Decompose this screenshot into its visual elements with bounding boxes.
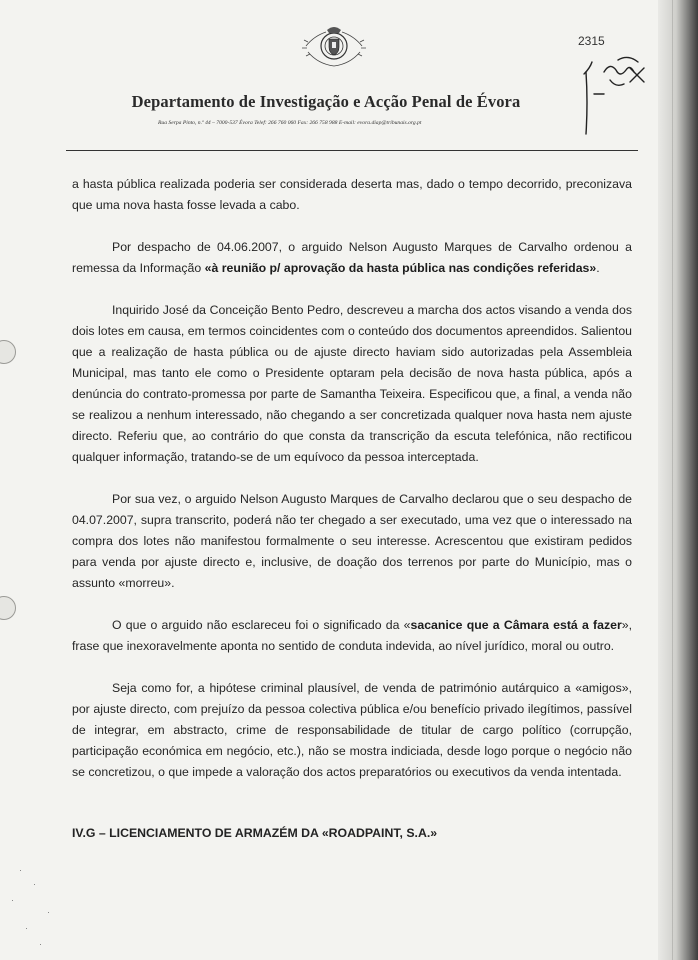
bold-quote: «à reunião p/ aprovação da hasta pública nas condições referidas»: [204, 261, 597, 275]
bold-quote: sacanice que a Câmara está a fazer: [410, 618, 622, 632]
body-text: [72, 174, 632, 804]
coat-of-arms-icon: [294, 18, 374, 70]
paragraph-text: », frase que inexoravelmente aponta no sentido de conduta indevida, ao nível jurídico, moral ou outro.: [72, 618, 632, 653]
department-address: Rua Serpa Pinto, n.º 44 – 7000-537 Évora Telef: 266 760 060 Fax: 266 758 988 E-mail: evora.diap@tribunais.org.pt: [158, 120, 422, 126]
paragraph-text: O que o arguido não esclareceu foi o significado da «: [112, 618, 411, 632]
paragraph: [72, 489, 632, 594]
paragraph-text: .: [596, 261, 600, 275]
department-title: [0, 92, 698, 112]
paragraph: [72, 678, 632, 783]
department-title-text: Departamento de Investigação e Acção Penal de Évora: [131, 92, 521, 111]
paragraph-text: Por despacho de 04.06.2007, o arguido Nelson Augusto Marques de Carvalho ordenou a remessa da Informação: [72, 240, 632, 275]
binder-hole-bottom: [0, 596, 16, 620]
binder-hole-top: [0, 340, 16, 364]
header-rule: [66, 150, 638, 151]
paragraph: [72, 615, 632, 657]
paragraph: [72, 174, 632, 216]
paragraph-text: a hasta pública realizada poderia ser considerada deserta mas, dado o tempo decorrido, preconizava que uma nova hasta fosse levada a cabo.: [72, 177, 632, 212]
section-heading: IV.G – LICENCIAMENTO DE ARMAZÉM DA «ROADPAINT, S.A.»: [72, 826, 438, 840]
paragraph-text: Inquirido José da Conceição Bento Pedro, descreveu a marcha dos actos visando a venda dos dois lotes em causa, em termos coincidentes com o conteúdo dos documentos apreendidos. Salientou que a realização de hasta pública ou de ajuste directo haviam sido autorizadas pela Assembleia Municipal, mas tanto ele como o Presidente optaram pela decisão de nova hasta pública, após a denúncia do contrato-promessa por parte de Samantha Teixeira. Especificou que, a final, a venda não se realizou a nenhum interessado, não chegando a ser concretizada qualquer nova hasta nem ajuste directo. Referiu que, ao contrário do que consta da transcrição da escuta telefónica, não rectificou qualquer informação, tratando-se de um equívoco da pessoa interceptada.: [72, 303, 632, 464]
page-number: 2315: [578, 34, 605, 48]
paragraph-text: Por sua vez, o arguido Nelson Augusto Marques de Carvalho declarou que o seu despacho de 04.07.2007, supra transcrito, poderá não ter chegado a ser executado, uma vez que o interessado na compra dos lotes não manifestou formalmente o seu interesse. Acrescentou que existiram pedidos para venda por ajuste directo e, inclusive, de doação dos terrenos por parte do Município, mas o assunto «morreu».: [72, 492, 632, 590]
paragraph: [72, 237, 632, 279]
page-edge-shadow: [658, 0, 698, 960]
paragraph-text: Seja como for, a hipótese criminal plausível, de venda de património autárquico a «amigos», por ajuste directo, com prejuízo da pessoa colectiva pública e/ou benefício privado ilegítimos, passível de integrar, em abstracto, crime de responsabilidade de titular de cargo político (corrupção, participação económica em negócio, etc.), não se mostra indiciada, desde logo porque o negócio não se concretizou, o que impede a valoração dos actos preparatórios ou executivos da venda intentada.: [72, 681, 632, 779]
paragraph: [72, 300, 632, 468]
